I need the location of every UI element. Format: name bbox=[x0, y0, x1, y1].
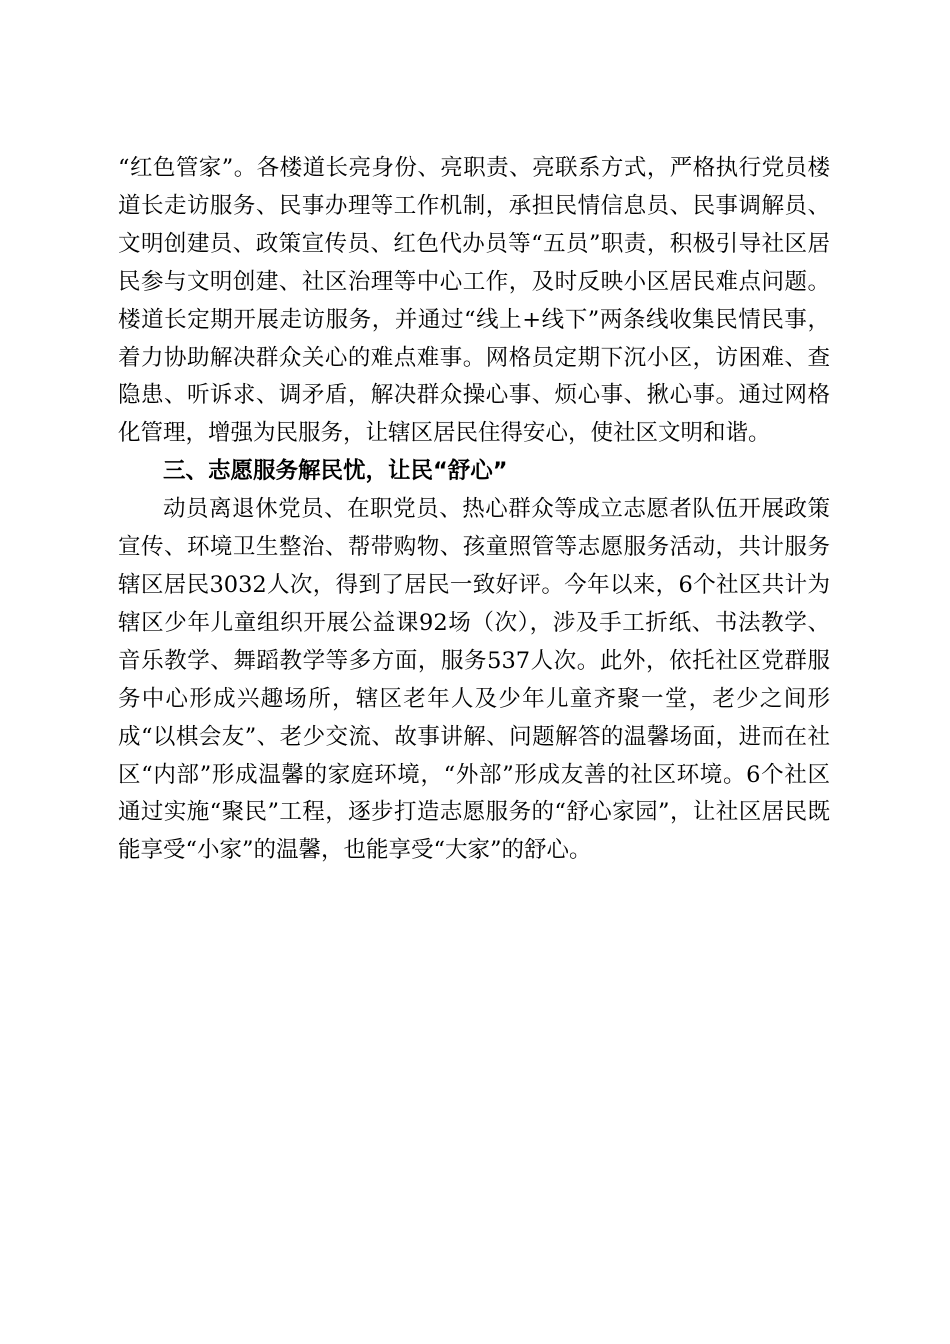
document-body bbox=[118, 150, 830, 870]
paragraph-continued: “红色管家”。各楼道长亮身份、亮职责、亮联系方式，严格执行党员楼道长走访服务、民事办理等工作机制，承担民情信息员、民事调解员、文明创建员、政策宣传员、红色代办员等“五员”职责，积极引导社区居民参与文明创建、社区治理等中心工作，及时反映小区居民难点问题。楼道长定期开展走访服务，并通过“线上+线下”两条线收集民情民事，着力协助解决群众关心的难点难事。网格员定期下沉小区，访困难、查隐患、听诉求、调矛盾，解决群众操心事、烦心事、揪心事。通过网格化管理，增强为民服务，让辖区居民住得安心，使社区文明和谐。 bbox=[118, 155, 830, 447]
section-heading: 三、志愿服务解民忧，让民“舒心” bbox=[163, 458, 508, 485]
paragraph-volunteer-service: 动员离退休党员、在职党员、热心群众等成立志愿者队伍开展政策宣传、环境卫生整治、帮带购物、孩童照管等志愿服务活动，共计服务辖区居民3032人次，得到了居民一致好评。今年以来，6个社区共计为辖区少年儿童组织开展公益课92场（次），涉及手工折纸、书法教学、音乐教学、舞蹈教学等多方面，服务537人次。此外，依托社区党群服务中心形成兴趣场所，辖区老年人及少年儿童齐聚一堂，老少之间形成“以棋会友”、老少交流、故事讲解、问题解答的温馨场面，进而在社区“内部”形成温馨的家庭环境，“外部”形成友善的社区环境。6个社区通过实施“聚民”工程，逐步打造志愿服务的“舒心家园”，让社区居民既能享受“小家”的温馨，也能享受“大家”的舒心。 bbox=[118, 496, 830, 864]
